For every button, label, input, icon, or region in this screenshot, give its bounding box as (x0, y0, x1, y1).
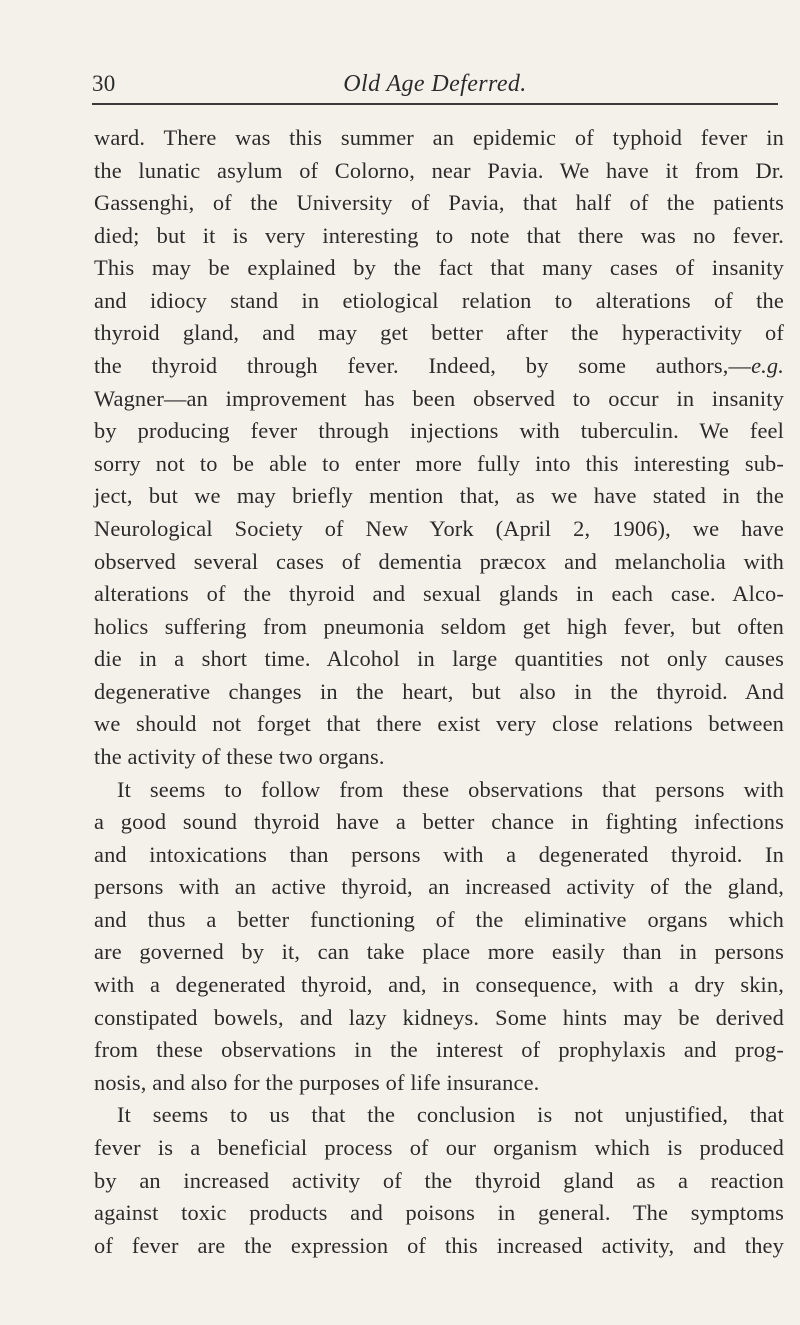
text-line-content: constipated bowels, and lazy kidneys. Some hints may be derived (94, 1004, 784, 1030)
text-line-content: the activity of these two organs. (94, 743, 385, 769)
text-line (94, 187, 784, 220)
text-line-content: nosis, and also for the purposes of life insurance. (94, 1069, 540, 1095)
header-rule (92, 103, 778, 105)
text-line-content: by producing fever through injections with tuberculin. We feel (94, 418, 784, 444)
text-line-content: the thyroid through fever. Indeed, by some authors,— (94, 353, 752, 379)
text-line-content: thyroid gland, and may get better after the hyperactivity of (94, 320, 784, 346)
text-line-italic: e.g. (751, 353, 784, 379)
text-line (94, 1230, 784, 1263)
text-line-content: and thus a better functioning of the eliminative organs which (94, 906, 784, 932)
text-line-content: die in a short time. Alcohol in large quantities not only causes (94, 646, 784, 672)
text-line (94, 1099, 784, 1132)
text-line-content: and intoxications than persons with a degenerated thyroid. In (94, 841, 784, 867)
text-line (94, 1165, 784, 1198)
text-line (94, 480, 784, 513)
text-line (94, 936, 784, 969)
text-line-content: fever is a beneficial process of our organism which is produced (94, 1134, 784, 1160)
text-line-content: died; but it is very interesting to note that there was no fever. (94, 222, 784, 248)
text-line (94, 643, 784, 676)
text-line (94, 155, 784, 188)
text-line (94, 1067, 784, 1100)
text-line-content: and idiocy stand in etiological relation to alterations of the (94, 287, 784, 313)
running-head (92, 70, 778, 104)
text-line (94, 383, 784, 416)
text-line-content: Gassenghi, of the University of Pavia, that half of the patients (94, 190, 784, 216)
text-line-content: This may be explained by the fact that many cases of insanity (94, 255, 784, 281)
text-line (94, 708, 784, 741)
text-line (94, 741, 784, 774)
text-line (94, 578, 784, 611)
text-line-content: the lunatic asylum of Colorno, near Pavia. We have it from Dr. (94, 157, 784, 183)
text-line (94, 806, 784, 839)
text-line (94, 969, 784, 1002)
text-line-content: persons with an active thyroid, an increased activity of the gland, (94, 874, 784, 900)
text-line-content: by an increased activity of the thyroid gland as a reaction (94, 1167, 784, 1193)
text-line-content: sorry not to be able to enter more fully into this interesting sub- (94, 450, 784, 476)
text-line-content: against toxic products and poisons in general. The symptoms (94, 1200, 784, 1226)
text-line-content: It seems to follow from these observations that persons with (117, 776, 784, 802)
text-line-content: holics suffering from pneumonia seldom get high fever, but often (94, 613, 784, 639)
text-line (94, 904, 784, 937)
text-line-content: It seems to us that the conclusion is not unjustified, that (117, 1102, 784, 1128)
text-line (94, 285, 784, 318)
text-line (94, 546, 784, 579)
text-line-content: ject, but we may briefly mention that, as we have stated in the (94, 483, 784, 509)
text-line (94, 122, 784, 155)
text-line-content: we should not forget that there exist very close relations between (94, 711, 784, 737)
text-line-content: Neurological Society of New York (April 2, 1906), we have (94, 515, 784, 541)
text-line (94, 220, 784, 253)
text-line (94, 774, 784, 807)
text-line (94, 252, 784, 285)
text-line-content: from these observations in the interest of prophylaxis and prog- (94, 1037, 784, 1063)
text-line (94, 1034, 784, 1067)
text-line-content: Wagner—an improvement has been observed to occur in insanity (94, 385, 784, 411)
text-line (94, 676, 784, 709)
text-line-content: alterations of the thyroid and sexual glands in each case. Alco- (94, 581, 784, 607)
text-line-content: degenerative changes in the heart, but also in the thyroid. And (94, 678, 784, 704)
text-line (94, 317, 784, 350)
text-line (94, 871, 784, 904)
text-line (94, 1002, 784, 1035)
page-number: 30 (92, 71, 116, 96)
text-line-content: with a degenerated thyroid, and, in consequence, with a dry skin, (94, 972, 784, 998)
body-text (94, 122, 784, 1262)
text-line (94, 350, 784, 383)
text-line-content: a good sound thyroid have a better chance in fighting infections (94, 809, 784, 835)
text-line-content: ward. There was this summer an epidemic of typhoid fever in (94, 125, 784, 150)
text-line-content: observed several cases of dementia præcox and melancholia with (94, 548, 784, 574)
text-line (94, 1197, 784, 1230)
text-line (94, 1132, 784, 1165)
text-line (94, 448, 784, 481)
text-line (94, 513, 784, 546)
text-line-content: of fever are the expression of this increased activity, and they (94, 1232, 784, 1258)
text-line (94, 611, 784, 644)
text-line (94, 415, 784, 448)
text-line (94, 839, 784, 872)
running-title: Old Age Deferred. (343, 71, 527, 97)
text-line-content: are governed by it, can take place more easily than in persons (94, 939, 784, 965)
